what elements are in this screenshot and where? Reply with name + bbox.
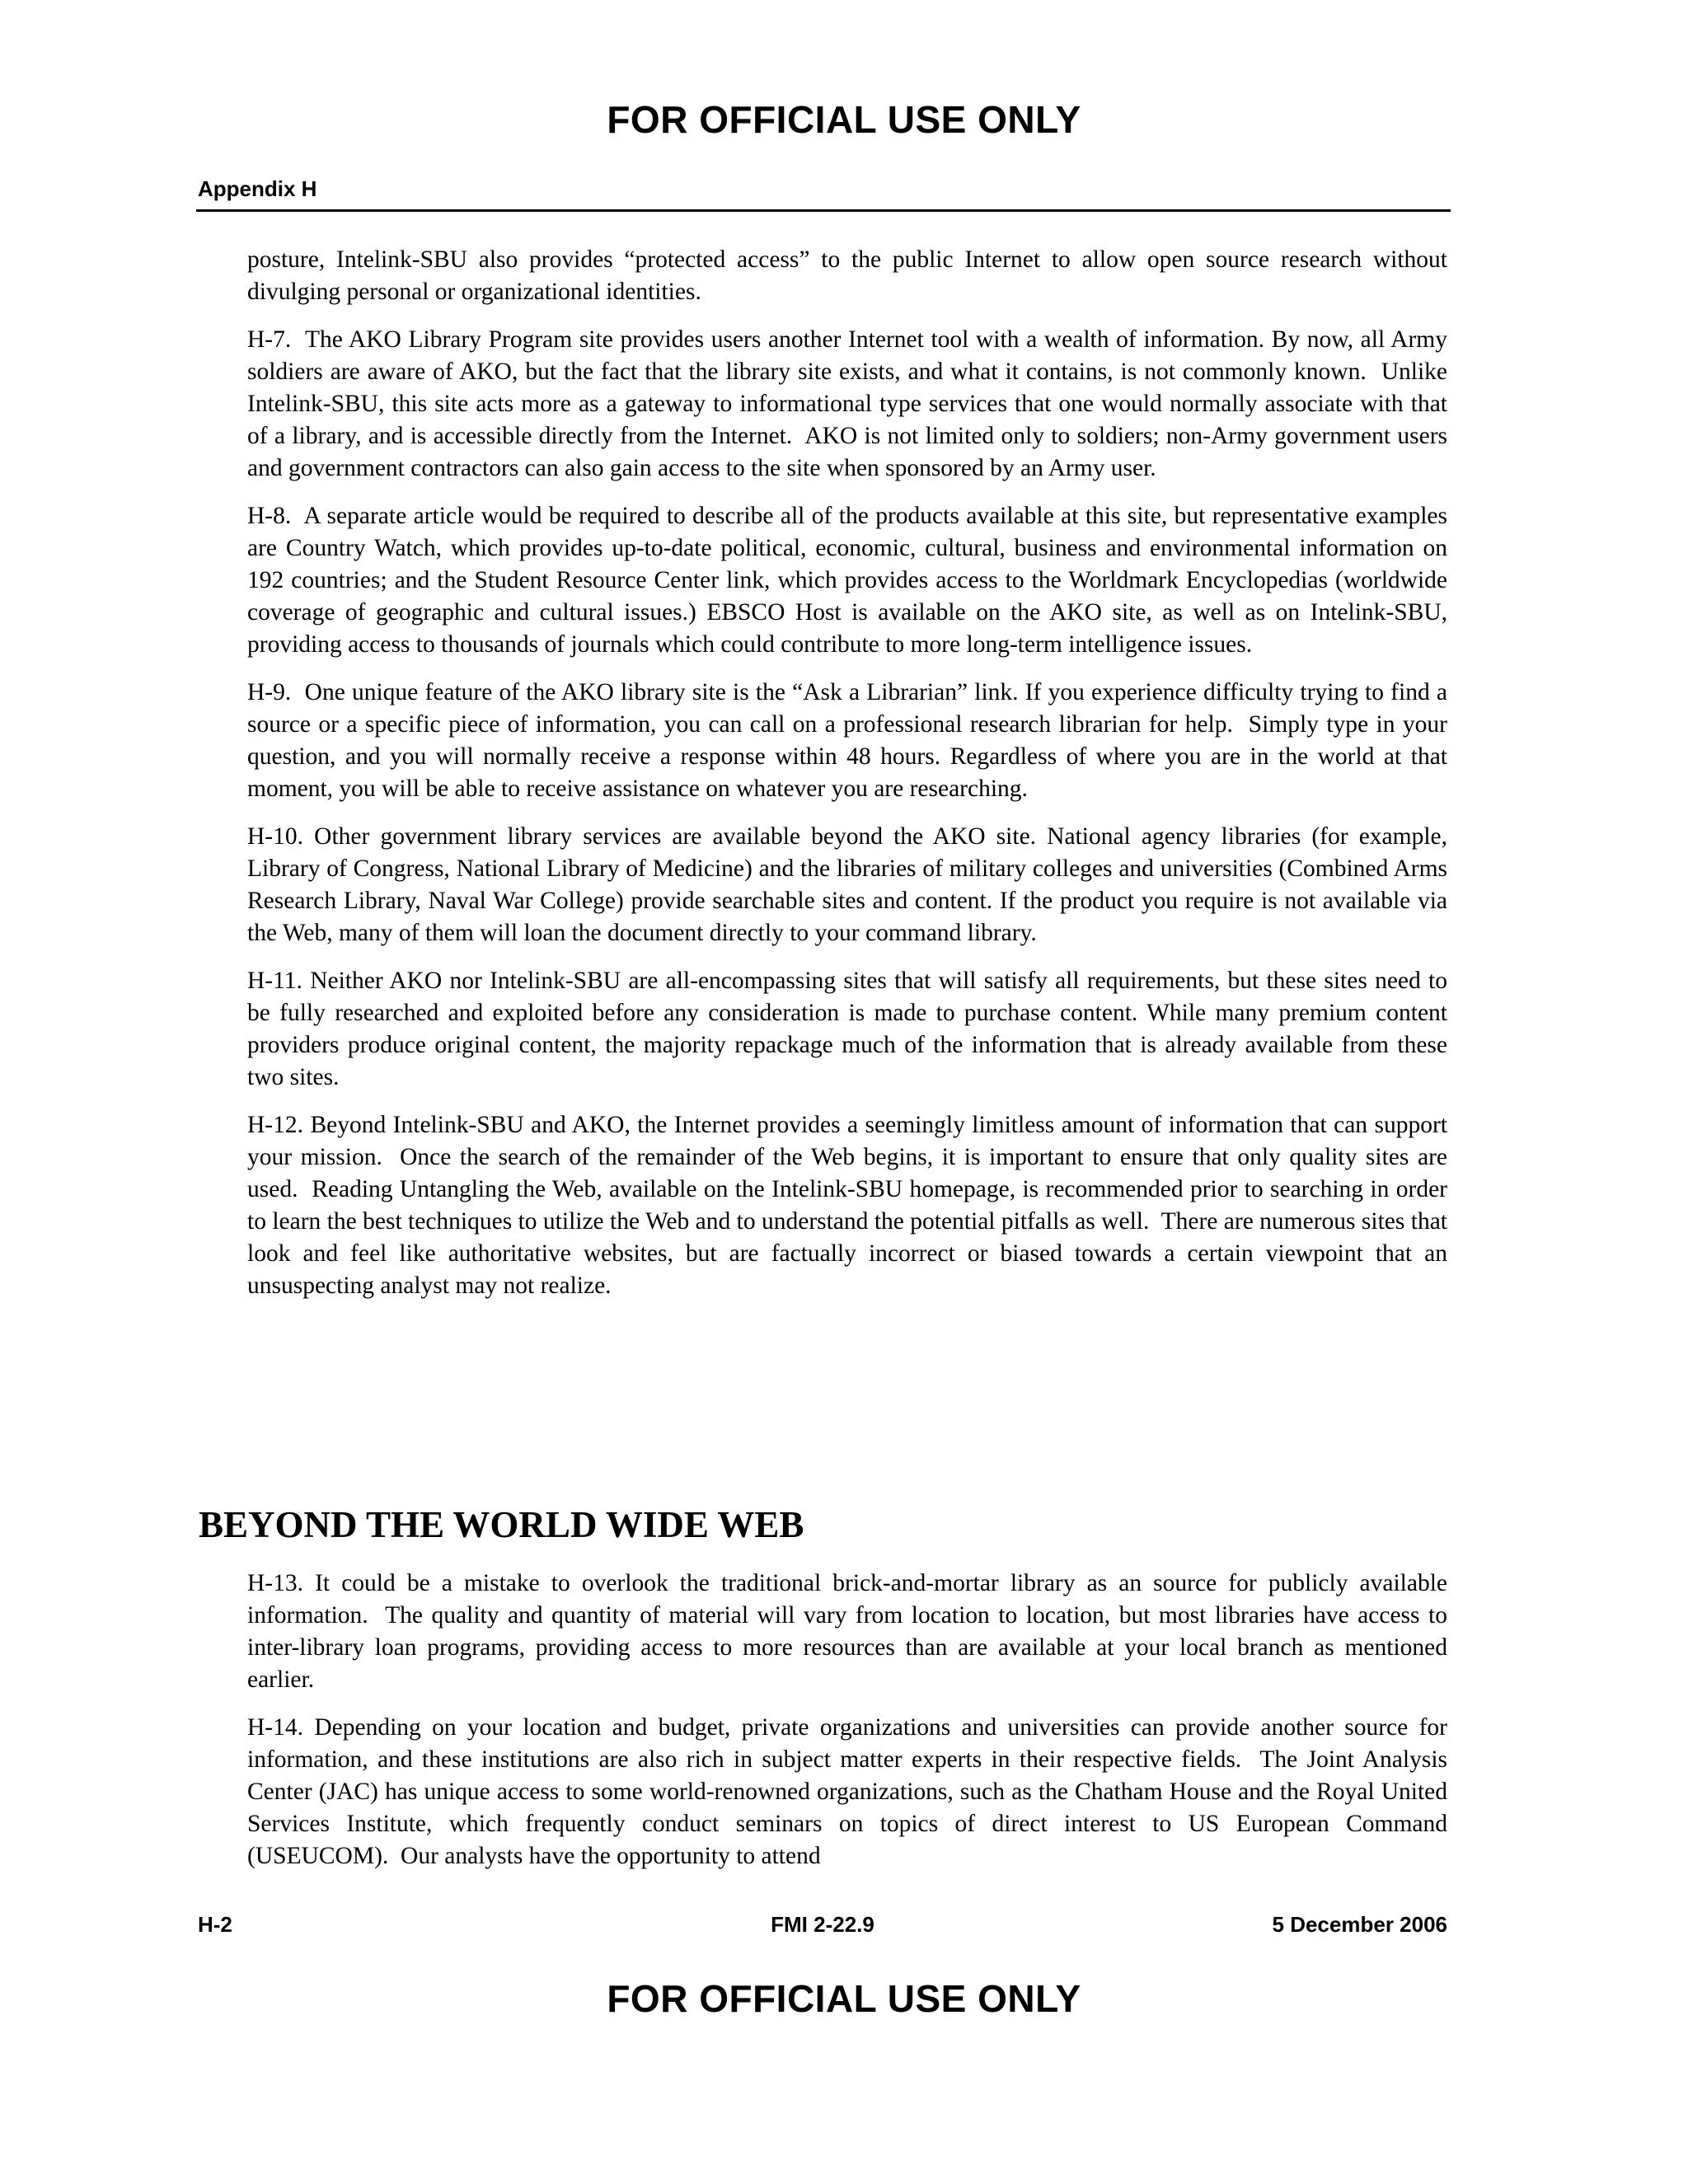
body-text — [247, 244, 1447, 1318]
paragraph-continued: posture, Intelink-SBU also provides “protected access” to the public Internet to allow open source research without divulging personal or organizational identities. — [247, 246, 1447, 305]
page-number: H-2 — [198, 1912, 232, 1937]
paragraph-h7: H-7. The AKO Library Program site provides users another Internet tool with a wealth of information. By now, all Army soldiers are aware of AKO, but the fact that the library site exists, and what it contains, is not commonly known. Unlike Intelink-SBU, this site acts more as a gateway to informational type services that one would normally associate with that of a library, and is accessible directly from the Internet. AKO is not limited only to soldiers; non-Army government users and government contractors can also gain access to the site when sponsored by an Army user. — [247, 326, 1447, 481]
running-head: Appendix H — [198, 176, 317, 201]
publication-id: FMI 2-22.9 — [771, 1912, 874, 1937]
paragraph-h13: H-13. It could be a mistake to overlook the traditional brick-and-mortar library as an source for publicly available information. The quality and quantity of material will vary from location to location, but most libraries have access to inter-library loan programs, providing access to more resources than are available at your local branch as mentioned earlier. — [247, 1570, 1447, 1693]
paragraph-h9: H-9. One unique feature of the AKO library site is the “Ask a Librarian” link. If you experience difficulty trying to find a source or a specific piece of information, you can call on a professional research librarian for help. Simply type in your question, and you will normally receive a response within 48 hours. Regardless of where you are in the world at that moment, you will be able to receive assistance on whatever you are researching. — [247, 679, 1447, 802]
section-body-text — [247, 1568, 1447, 1888]
paragraph-h12: H-12. Beyond Intelink-SBU and AKO, the Internet provides a seemingly limitless amount of information that can support your mission. Once the search of the remainder of the Web begins, it is important to ensure that only quality sites are used. Reading Untangling the Web, available on the Intelink-SBU homepage, is recommended prior to searching in order to learn the best techniques to utilize the Web and to understand the potential pitfalls as well. There are numerous sites that look and feel like authoritative websites, but are factually incorrect or biased towards a certain viewpoint that an unsuspecting analyst may not realize. — [247, 1112, 1447, 1299]
paragraph-h8: H-8. A separate article would be required to describe all of the products available at this site, but representative examples are Country Watch, which provides up-to-date political, economic, cultural, business and environmental information on 192 countries; and the Student Resource Center link, which provides access to the Worldmark Encyclopedias (worldwide coverage of geographic and cultural issues.) EBSCO Host is available on the AKO site, as well as on Intelink-SBU, providing access to thousands of journals which could contribute to more long-term intelligence issues. — [247, 503, 1447, 658]
paragraph-h11: H-11. Neither AKO nor Intelink-SBU are all-encompassing sites that will satisfy all requirements, but these sites need to be fully researched and exploited before any consideration is made to purchase content. While many premium content providers produce original content, the majority repackage much of the information that is already available from these two sites. — [247, 968, 1447, 1090]
paragraph-h14: H-14. Depending on your location and budget, private organizations and universities can provide another source for information, and these institutions are also rich in subject matter experts in their respective fields. The Joint Analysis Center (JAC) has unique access to some world-renowned organizations, such as the Chatham House and the Royal United Services Institute, which frequently conduct seminars on topics of direct interest to US European Command (USEUCOM). Our analysts have the opportunity to attend — [247, 1714, 1447, 1869]
security-marking-top: FOR OFFICIAL USE ONLY — [607, 98, 1081, 141]
header-rule — [196, 209, 1451, 212]
security-marking-bottom: FOR OFFICIAL USE ONLY — [607, 1977, 1081, 2020]
publication-date: 5 December 2006 — [1272, 1912, 1447, 1937]
page-footer — [198, 1912, 1447, 1942]
paragraph-h10: H-10. Other government library services are available beyond the AKO site. National agency libraries (for example, Library of Congress, National Library of Medicine) and the libraries of military colleges and universities (Combined Arms Research Library, Naval War College) provide searchable sites and content. If the product you require is not available via the Web, many of them will loan the document directly to your command library. — [247, 823, 1447, 946]
section-heading: BEYOND THE WORLD WIDE WEB — [199, 1504, 804, 1545]
